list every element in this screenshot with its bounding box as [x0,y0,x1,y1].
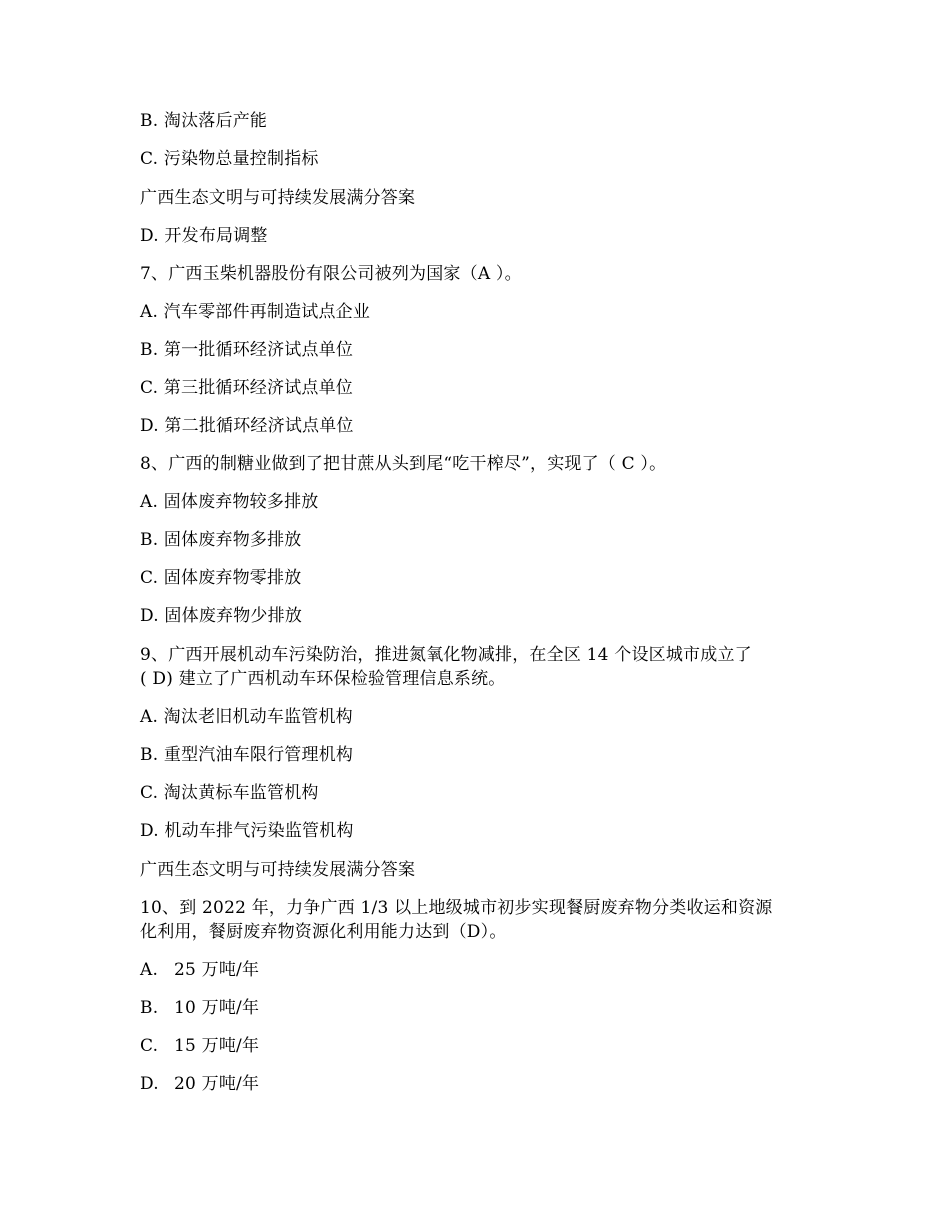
q7-option-c: C. 第三批循环经济试点单位 [140,378,354,398]
option-d-line: D. 开发布局调整 [140,226,268,246]
option-key: B. [140,998,159,1018]
option-key: A. [140,960,159,980]
q8-option-d: D. 固体废弃物少排放 [140,606,303,626]
question-10-line-1: 10、到 2022 年，力争广西 1/3 以上地级城市初步实现餐厨废弃物分类收运和资源 [140,898,773,918]
q9-option-b: B. 重型汽油车限行管理机构 [140,745,354,765]
option-key: D. [140,1074,159,1094]
option-text: 10 万吨/年 [174,998,260,1018]
question-10-line-2: 化利用，餐厨废弃物资源化利用能力达到（D）。 [140,922,507,942]
q10-option-c [140,1035,259,1057]
q9-option-c: C. 淘汰黄标车监管机构 [140,783,319,803]
q10-option-b [140,997,259,1019]
q9-option-d: D. 机动车排气污染监管机构 [140,821,354,841]
question-9-line-2: ( D) 建立了广西机动车环保检验管理信息系统。 [140,669,506,689]
q8-option-c: C. 固体废弃物零排放 [140,568,302,588]
q7-option-a: A. 汽车零部件再制造试点企业 [140,302,371,322]
q10-option-d [140,1073,259,1095]
q10-option-a [140,959,259,981]
question-9-line-1: 9、广西开展机动车污染防治，推进氮氧化物减排，在全区 14 个设区城市成立了 [140,645,752,665]
option-text: 20 万吨/年 [174,1074,260,1094]
q8-option-b: B. 固体废弃物多排放 [140,530,302,550]
option-text: 25 万吨/年 [174,960,260,980]
q9-option-a: A. 淘汰老旧机动车监管机构 [140,707,353,727]
question-7: 7、广西玉柴机器股份有限公司被列为国家（A ）。 [140,264,522,284]
section-header: 广西生态文明与可持续发展满分答案 [140,188,416,208]
option-key: C. [140,1036,159,1056]
q7-option-d: D. 第二批循环经济试点单位 [140,416,354,436]
q8-option-a: A. 固体废弃物较多排放 [140,492,319,512]
section-header: 广西生态文明与可持续发展满分答案 [140,860,416,880]
q7-option-b: B. 第一批循环经济试点单位 [140,340,354,360]
option-c-line: C. 污染物总量控制指标 [140,149,319,169]
option-text: 15 万吨/年 [174,1036,260,1056]
question-8: 8、广西的制糖业做到了把甘蔗从头到尾“吃干榨尽”，实现了（ C ）。 [140,454,667,474]
option-b-line: B. 淘汰落后产能 [140,111,268,131]
